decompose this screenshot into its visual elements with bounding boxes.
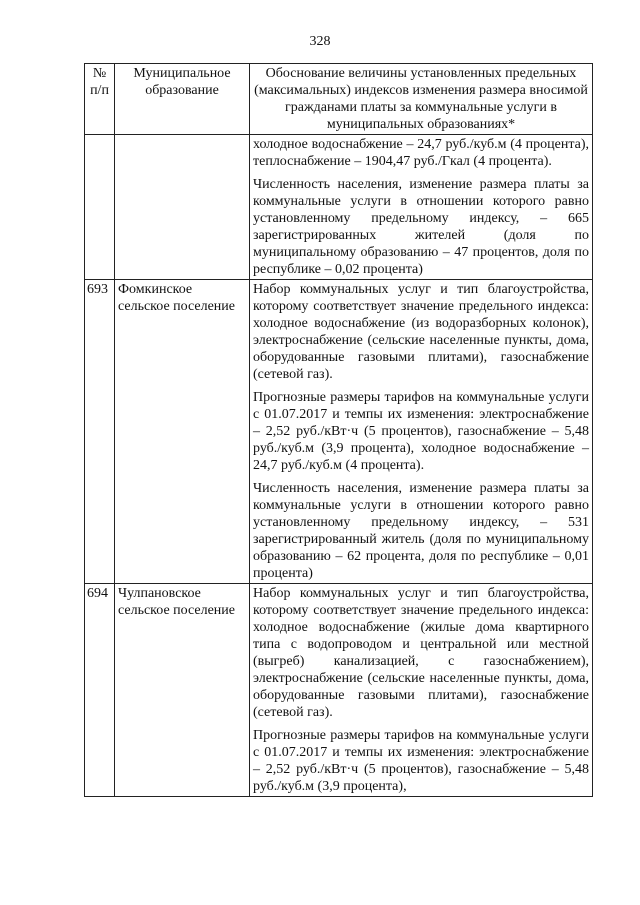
- row-justification: [250, 135, 593, 280]
- row-justification: [250, 584, 593, 797]
- table-row: [85, 280, 593, 584]
- justification-paragraph: холодное водоснабжение – 24,7 руб./куб.м (4 процента), теплоснабжение – 1904,47 руб./Гкал (4 процента).: [253, 137, 589, 169]
- justification-paragraph: Прогнозные размеры тарифов на коммунальные услуги с 01.07.2017 и темпы их изменения: электроснабжение – 2,52 руб./кВт·ч (5 процентов), газоснабжение – 5,48 руб./куб.м (3,9 процента),: [253, 728, 589, 794]
- row-num: [85, 135, 115, 280]
- justification-paragraph: Набор коммунальных услуг и тип благоустройства, которому соответствует значение предельного индекса: холодное водоснабжение (из водоразборных колонок), электроснабжение (сельские населенные пункты, дома, оборудованные газовыми плитами), газоснабжение (сетевой газ).: [253, 282, 589, 382]
- header-municipality: Муниципальное образование: [115, 64, 250, 135]
- row-num: 694: [85, 584, 115, 797]
- table-row: [85, 584, 593, 797]
- row-num: 693: [85, 280, 115, 584]
- justification-paragraph: Набор коммунальных услуг и тип благоустройства, которому соответствует значение предельного индекса: холодное водоснабжение (жилые дома квартирного типа с водопроводом и центральной или местной (выгреб) канализацией, с газоснабжением), электроснабжение (сельские населенные пункты, дома, оборудованные газовыми плитами), газоснабжение (сетевой газ).: [253, 586, 589, 720]
- justification-paragraph: Прогнозные размеры тарифов на коммунальные услуги с 01.07.2017 и темпы их изменения: электроснабжение – 2,52 руб./кВт·ч (5 процентов), газоснабжение – 5,48 руб./куб.м (3,9 процента), холодное водоснабжение – 24,7 руб./куб.м (4 процента).: [253, 390, 589, 473]
- row-justification: [250, 280, 593, 584]
- row-municipality: Чулпановское сельское поселение: [115, 584, 250, 797]
- justification-paragraph: Численность населения, изменение размера платы за коммунальные услуги в отношении которого равно установленному предельному индексу, – 531 зарегистрированный житель (доля по муниципальному образованию – 62 процента, доля по республике – 0,01 процента): [253, 481, 589, 581]
- row-municipality: Фомкинское сельское поселение: [115, 280, 250, 584]
- table-header-row: [85, 64, 593, 135]
- header-num: № п/п: [85, 64, 115, 135]
- header-justification: Обоснование величины установленных предельных (максимальных) индексов изменения размера вносимой гражданами платы за коммунальные услуги в муниципальных образованиях*: [250, 64, 593, 135]
- tariff-index-table: [84, 63, 593, 797]
- page-number: 328: [309, 34, 331, 49]
- table-row: [85, 135, 593, 280]
- justification-paragraph: Численность населения, изменение размера платы за коммунальные услуги в отношении которого равно установленному предельному индексу, – 665 зарегистрированных жителей (доля по муниципальному образованию – 47 процентов, доля по республике – 0,02 процента): [253, 177, 589, 277]
- row-municipality: [115, 135, 250, 280]
